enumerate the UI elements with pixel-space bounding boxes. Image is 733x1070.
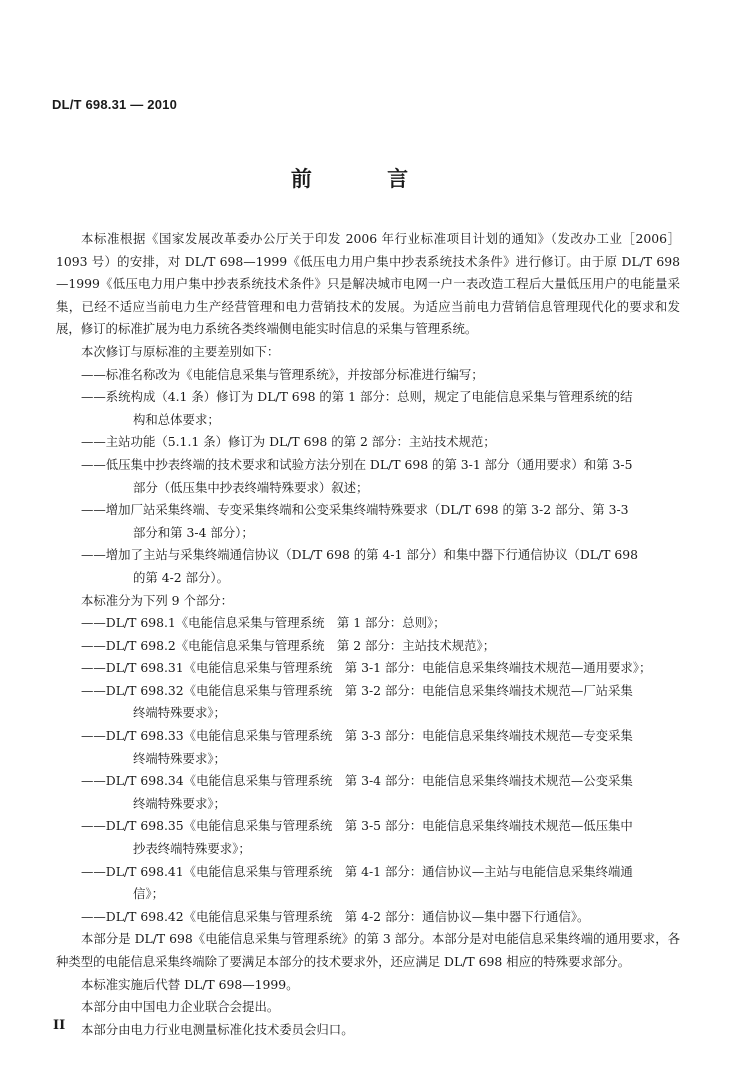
foreword-body <box>56 228 680 1041</box>
list-item: ——增加了主站与采集终端通信协议（DL/T 698 的第 4-1 部分）和集中器下行通信协议（DL/T 698 的第 4-2 部分）。 <box>81 547 639 585</box>
paragraph-proposer: 本部分由中国电力企业联合会提出。 <box>81 999 280 1015</box>
list-item: ——DL/T 698.42《电能信息采集与管理系统 第 4-2 部分：通信协议—集中器下行通信》。 <box>81 908 590 924</box>
paragraph-scope: 本部分是 DL/T 698《电能信息采集与管理系统》的第 3 部分。本部分是对电能信息采集终端的通用要求，各种类型的电能信息采集终端除了要满足本部分的技术要求外，还应满足 DL/T 698 相应的特殊要求部分。 <box>56 931 680 969</box>
parts-intro: 本标准分为下列 9 个部分： <box>81 592 234 608</box>
list-item: ——DL/T 698.1《电能信息采集与管理系统 第 1 部分：总则》； <box>81 615 446 631</box>
list-item: ——DL/T 698.33《电能信息采集与管理系统 第 3-3 部分：电能信息采集终端技术规范—专变采集 终端特殊要求》； <box>81 728 633 766</box>
list-item: ——系统构成（4.1 条）修订为 DL/T 698 的第 1 部分：总则，规定了电能信息采集与管理系统的结 构和总体要求； <box>81 389 633 427</box>
list-item: ——DL/T 698.35《电能信息采集与管理系统 第 3-5 部分：电能信息采集终端技术规范—低压集中 抄表终端特殊要求》； <box>81 818 633 857</box>
standard-code-header: DL/T 698.31 — 2010 <box>52 97 177 112</box>
list-item: ——DL/T 698.2《电能信息采集与管理系统 第 2 部分：主站技术规范》； <box>81 637 496 653</box>
list-item: ——主站功能（5.1.1 条）修订为 DL/T 698 的第 2 部分：主站技术规范； <box>81 434 496 450</box>
page-title: 前 言 <box>290 167 443 191</box>
list-item: ——DL/T 698.31《电能信息采集与管理系统 第 3-1 部分：电能信息采集终端技术规范—通用要求》； <box>81 660 652 676</box>
paragraph-committee: 本部分由电力行业电测量标准化技术委员会归口。 <box>81 1021 354 1037</box>
list-item: ——增加厂站采集终端、专变采集终端和公变采集终端特殊要求（DL/T 698 的第 3-2 部分、第 3-3 部分和第 3-4 部分）； <box>81 502 629 540</box>
list-item: ——DL/T 698.41《电能信息采集与管理系统 第 4-1 部分：通信协议—主站与电能信息采集终端通 信》； <box>81 863 633 902</box>
paragraph-background: 本标准根据《国家发展改革委办公厅关于印发 2006 年行业标准项目计划的通知》（发改办工业［2006］1093 号）的安排，对 DL/T 698—1999《低压电力用户集中抄表系统技术条件》进行修订。由于原 DL/T 698—1999《低压电力用户集中抄表系统技术条件》只是解决城市电网一户一表改造工程后大量低压用户的电能量采集，已经不适应当前电力生产经营管理和电力营销技术的发展。为适应当前电力营销信息管理现代化的要求和发展，修订的标准扩展为电力系统各类终端侧电能实时信息的采集与管理系统。 <box>56 231 680 337</box>
list-item: ——低压集中抄表终端的技术要求和试验方法分别在 DL/T 698 的第 3-1 部分（通用要求）和第 3-5 部分（低压集中抄表终端特殊要求）叙述； <box>81 456 633 495</box>
list-item: ——标准名称改为《电能信息采集与管理系统》，并按部分标准进行编写； <box>81 366 484 382</box>
diff-intro: 本次修订与原标准的主要差别如下： <box>81 343 280 359</box>
paragraph-replacement: 本标准实施后代替 DL/T 698—1999。 <box>81 976 299 992</box>
page-number: II <box>53 1018 66 1033</box>
list-item: ——DL/T 698.34《电能信息采集与管理系统 第 3-4 部分：电能信息采集终端技术规范—公变采集 终端特殊要求》； <box>81 773 633 811</box>
list-item: ——DL/T 698.32《电能信息采集与管理系统 第 3-2 部分：电能信息采集终端技术规范—厂站采集 终端特殊要求》； <box>81 682 633 721</box>
